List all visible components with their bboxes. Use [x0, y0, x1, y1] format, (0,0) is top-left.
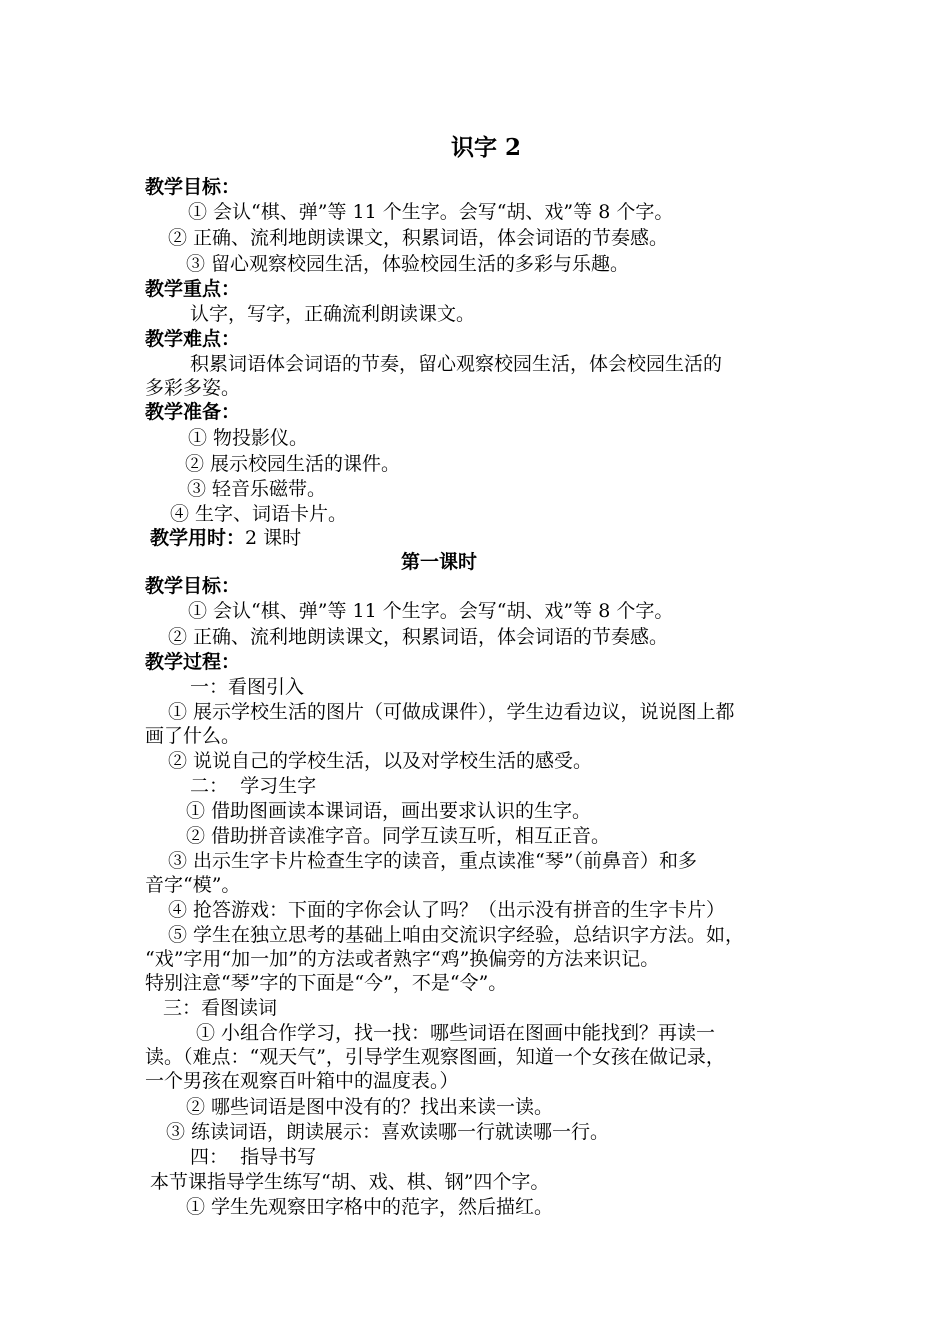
text-line: ① 学生先观察田字格中的范字，然后描红。	[186, 1196, 554, 1218]
text-line: ⑤ 学生在独立思考的基础上咱由交流识字经验，总结识字方法。如，	[168, 924, 745, 946]
text-line: 读。（难点：“观天气”，引导学生观察图画，知道一个女孩在做记录，	[145, 1046, 725, 1068]
text-line: ② 说说自己的学校生活，以及对学校生活的感受。	[168, 750, 593, 772]
text-line: 特别注意“琴”字的下面是“今”，不是“令”。	[145, 972, 508, 994]
text-line: ④ 生字、词语卡片。	[170, 503, 348, 525]
text-line: ① 小组合作学习，找一找：哪些词语在图画中能找到？再读一	[196, 1022, 716, 1044]
text-line: ② 正确、流利地朗读课文，积累词语，体会词语的节奏感。	[168, 227, 669, 249]
text-line: ④ 抢答游戏：下面的字你会认了吗？（出示没有拼音的生字卡片）	[168, 899, 726, 921]
section-heading-objectives: 教学目标：	[145, 176, 241, 198]
step-heading: 四： 指导书写	[190, 1146, 317, 1168]
text-line: ② 展示校园生活的课件。	[185, 453, 401, 475]
section-heading-duration: 教学用时：	[150, 527, 246, 549]
text-line: ① 展示学校生活的图片（可做成课件），学生边看边议，说说图上都	[168, 701, 735, 723]
step-heading: 三：看图读词	[163, 997, 278, 1019]
step-heading: 二： 学习生字	[190, 775, 317, 797]
lesson-heading: 第一课时	[401, 551, 478, 573]
text-line: ① 物投影仪。	[188, 427, 309, 449]
duration-value: 2 课时	[245, 527, 302, 549]
section-heading-process: 教学过程：	[145, 651, 241, 673]
text-line: ③ 轻音乐磁带。	[187, 478, 327, 500]
duration-line	[150, 526, 301, 550]
text-line: 积累词语体会词语的节奏，留心观察校园生活，体会校园生活的	[190, 353, 723, 375]
text-line: ③ 练读词语，朗读展示：喜欢读哪一行就读哪一行。	[166, 1121, 610, 1143]
text-line: ③ 留心观察校园生活，体验校园生活的多彩与乐趣。	[186, 253, 630, 275]
text-line: ① 会认“棋、弹”等 11 个生字。会写“胡、戏”等 8 个字。	[188, 600, 674, 622]
text-line: 画了什么。	[145, 725, 241, 747]
text-line: 多彩多姿。	[145, 377, 241, 399]
section-heading-preparation: 教学准备：	[145, 401, 241, 423]
text-line: ③ 出示生字卡片检查生字的读音，重点读准“琴”（前鼻音）和多	[168, 850, 697, 872]
text-line: 本节课指导学生练写“胡、戏、棋、钢”四个字。	[150, 1171, 550, 1193]
page-title: 识字 2	[451, 134, 522, 161]
section-heading-difficulties: 教学难点：	[145, 328, 241, 350]
section-heading-objectives: 教学目标：	[145, 575, 241, 597]
section-heading-key-points: 教学重点：	[145, 278, 241, 300]
text-line: ① 会认“棋、弹”等 11 个生字。会写“胡、戏”等 8 个字。	[188, 201, 674, 223]
text-line: ② 正确、流利地朗读课文，积累词语，体会词语的节奏感。	[168, 626, 669, 648]
text-line: ① 借助图画读本课词语，画出要求认识的生字。	[186, 800, 592, 822]
text-line: “戏”字用“加一加”的方法或者熟字“鸡”换偏旁的方法来识记。	[145, 948, 660, 970]
text-line: 一个男孩在观察百叶箱中的温度表。）	[145, 1070, 459, 1092]
step-heading: 一：看图引入	[190, 676, 305, 698]
text-line: ② 哪些词语是图中没有的？找出来读一读。	[186, 1096, 554, 1118]
text-line: 音字“模”。	[145, 874, 241, 896]
text-line: ② 借助拼音读准字音。同学互读互听，相互正音。	[186, 825, 611, 847]
text-line: 认字，写字，正确流利朗读课文。	[190, 303, 476, 325]
